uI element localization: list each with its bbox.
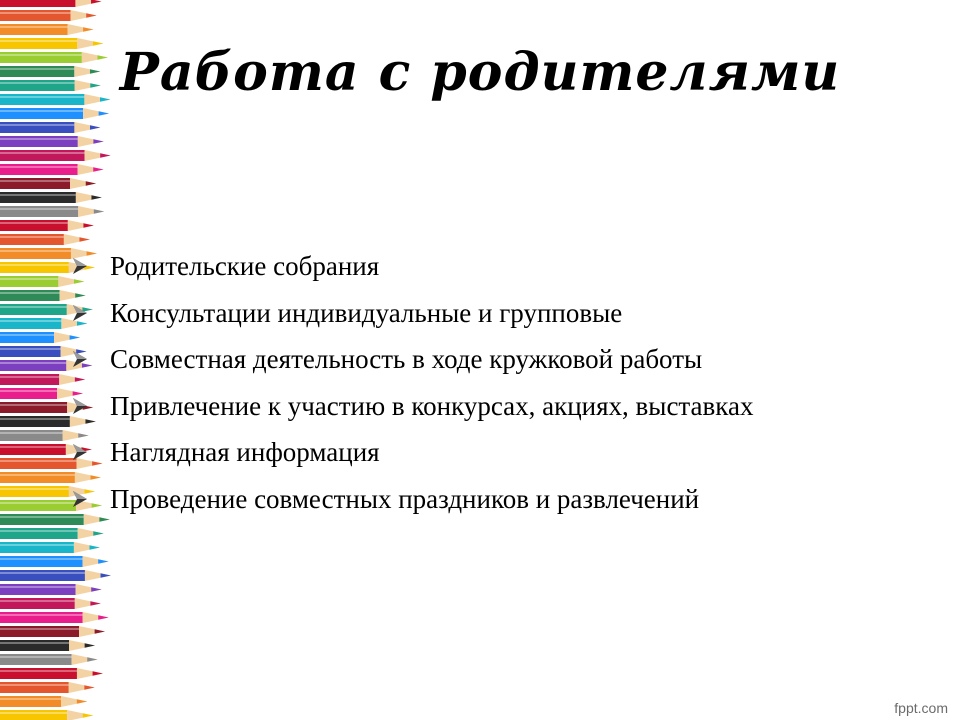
pencil [0, 332, 80, 343]
pencil [0, 612, 109, 623]
pencil [0, 234, 90, 245]
pencil [0, 528, 104, 539]
pencil [0, 556, 109, 567]
pencil [0, 682, 95, 693]
pencil [0, 570, 111, 581]
arrowhead-bullet-icon [72, 350, 88, 368]
bullet-text: Привлечение к участию в конкурсах, акциях, выставках [110, 390, 754, 421]
list-item [72, 432, 753, 479]
pencil [0, 122, 100, 133]
pencil [0, 542, 100, 553]
list-item [72, 293, 753, 340]
bullet-list [72, 246, 753, 525]
bullet-text: Консультации индивидуальные и групповые [110, 297, 623, 328]
watermark: fppt.com [894, 700, 948, 716]
pencil [0, 710, 93, 720]
list-item [72, 339, 753, 386]
pencil [0, 108, 109, 119]
pencil [0, 388, 83, 399]
pencil [0, 192, 102, 203]
pencil [0, 598, 101, 609]
pencil [0, 654, 98, 665]
bullet-text: Наглядная информация [110, 437, 380, 467]
pencil [0, 178, 96, 189]
pencil [0, 150, 111, 161]
pencil [0, 220, 94, 231]
pencil [0, 24, 93, 35]
pencil [0, 136, 104, 147]
pencil [0, 584, 102, 595]
pencil [0, 206, 104, 217]
pencil [0, 0, 101, 7]
arrowhead-bullet-icon [72, 490, 88, 508]
list-item [72, 386, 753, 433]
pencil [0, 696, 87, 707]
pencil [0, 626, 105, 637]
pencil [0, 10, 97, 21]
pencil [0, 164, 104, 175]
arrowhead-bullet-icon [72, 304, 88, 322]
pencil [0, 668, 103, 679]
bullet-text: Совместная деятельность в ходе кружковой работы [110, 344, 703, 374]
arrowhead-bullet-icon [72, 443, 88, 461]
list-item [72, 479, 753, 526]
bullet-text: Проведение совместных праздников и развлечений [110, 483, 700, 514]
list-item [72, 246, 753, 293]
slide-title: Работа с родителями [119, 42, 841, 103]
arrowhead-bullet-icon [72, 257, 88, 275]
arrowhead-bullet-icon [72, 397, 88, 415]
bullet-text: Родительские собрания [110, 251, 380, 281]
pencil [0, 640, 95, 651]
